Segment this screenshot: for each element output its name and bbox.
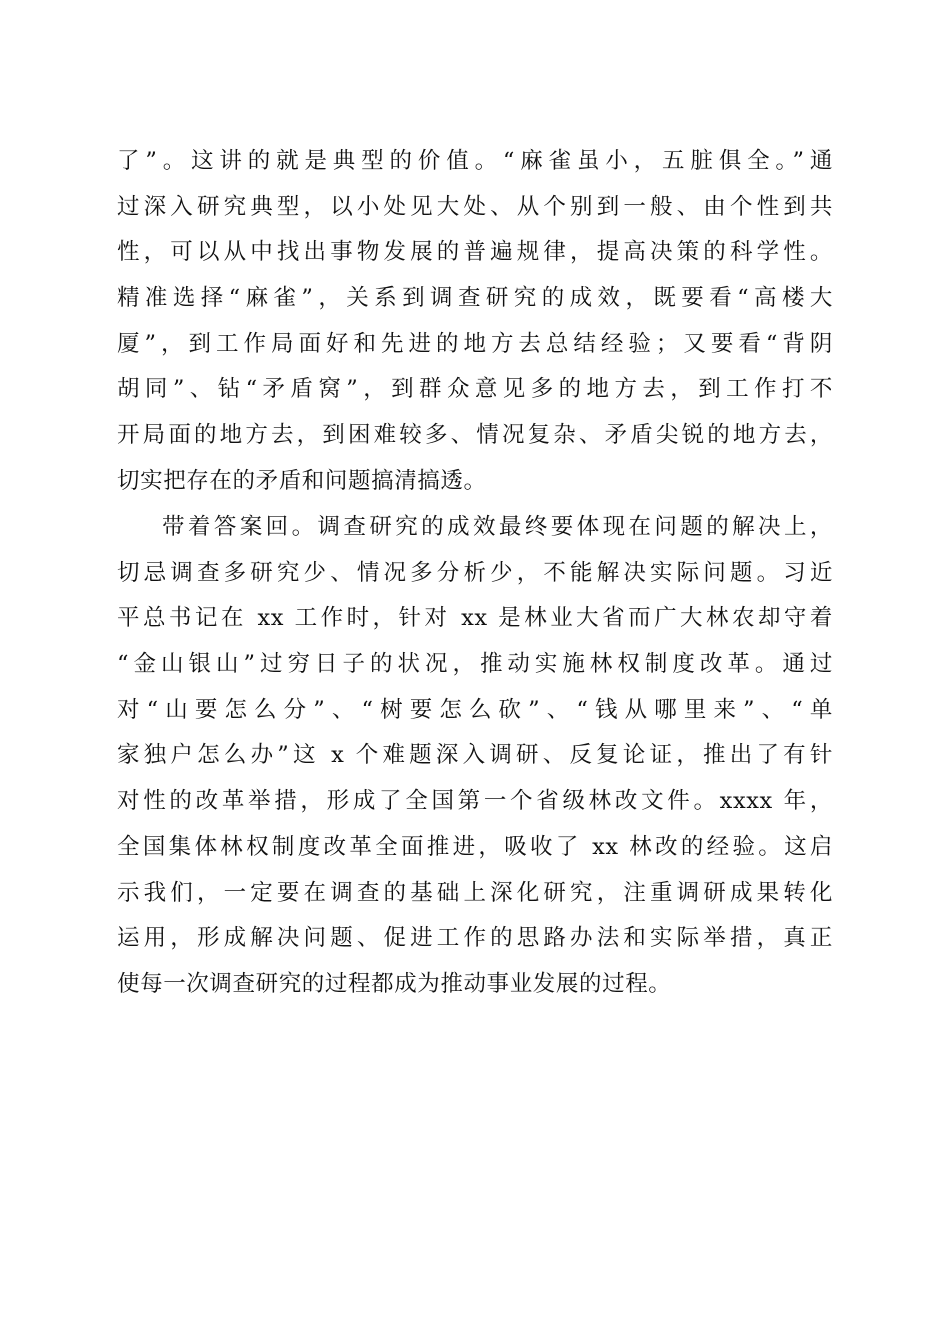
paragraph-1-line: 精准选择“麻雀”，关系到调查研究的成效，既要看“高楼大 <box>117 285 833 312</box>
paragraph-2-line: 运用，形成解决问题、促进工作的思路办法和实际举措，真正 <box>117 925 833 952</box>
paragraph-2-line: 平总书记在 xx 工作时，针对 xx 是林业大省而广大林农却守着 <box>117 605 833 632</box>
paragraph-2-line: “金山银山”过穷日子的状况，推动实施林权制度改革。通过 <box>117 651 833 678</box>
paragraph-2-line: 家独户怎么办”这 x 个难题深入调研、反复论证，推出了有针 <box>117 742 833 769</box>
paragraph-1-line: 了”。这讲的就是典型的价值。“麻雀虽小，五脏俱全。”通 <box>117 148 833 174</box>
paragraph-1-line: 开局面的地方去，到困难较多、情况复杂、矛盾尖锐的地方去， <box>117 422 833 449</box>
paragraph-2 <box>117 505 833 1008</box>
paragraph-2-line: 带着答案回。调查研究的成效最终要体现在问题的解决上， <box>162 514 833 540</box>
paragraph-1-line: 胡同”、钻“矛盾窝”，到群众意见多的地方去，到工作打不 <box>117 376 833 403</box>
paragraph-2-line: 全国集体林权制度改革全面推进，吸收了 xx 林改的经验。这启 <box>117 833 833 860</box>
paragraph-2-line: 示我们，一定要在调查的基础上深化研究，注重调研成果转化 <box>117 879 833 906</box>
paragraph-1-line: 过深入研究典型，以小处见大处、从个别到一般、由个性到共 <box>117 193 833 220</box>
paragraph-1 <box>117 139 833 505</box>
paragraph-1-line: 厦”，到工作局面好和先进的地方去总结经验；又要看“背阴 <box>117 330 833 357</box>
paragraph-2-line: 使每一次调查研究的过程都成为推动事业发展的过程。 <box>117 970 672 997</box>
paragraph-1-line: 性，可以从中找出事物发展的普遍规律，提高决策的科学性。 <box>117 239 833 266</box>
paragraph-2-line: 对“山要怎么分”、“树要怎么砍”、“钱从哪里来”、“单 <box>117 696 833 723</box>
paragraph-2-line: 对性的改革举措，形成了全国第一个省级林改文件。xxxx 年， <box>117 788 833 815</box>
paragraph-2-line: 切忌调查多研究少、情况多分析少，不能解决实际问题。习近 <box>117 559 833 586</box>
paragraph-1-line: 切实把存在的矛盾和问题搞清搞透。 <box>117 467 487 494</box>
